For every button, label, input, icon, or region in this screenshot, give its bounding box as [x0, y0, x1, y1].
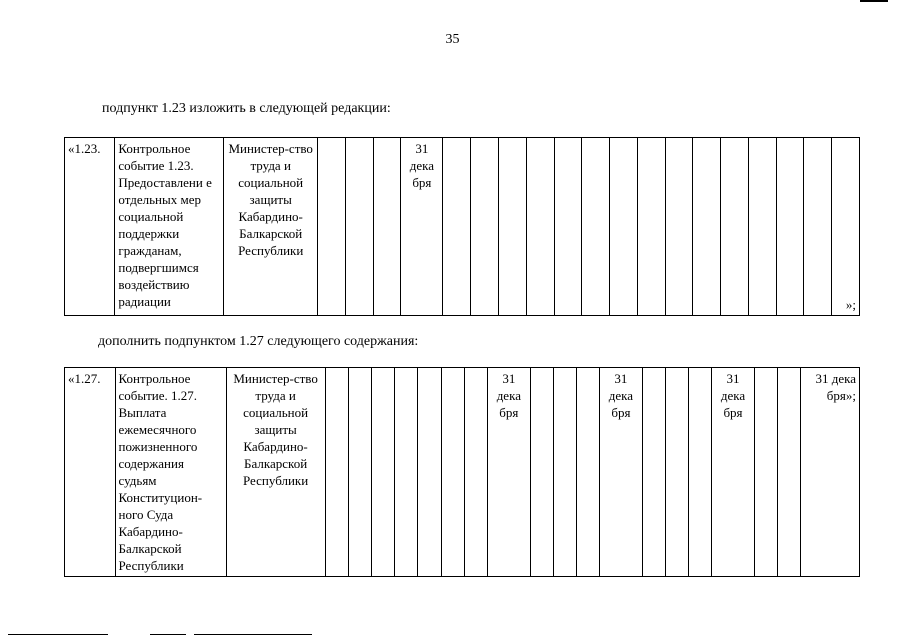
table-subpoint-1-27 — [64, 367, 860, 577]
empty-cell — [526, 138, 554, 316]
deadline-date-1: 31 дека бря — [488, 368, 530, 577]
footer-rule — [8, 634, 108, 635]
empty-cell — [317, 138, 345, 316]
empty-cell — [576, 368, 599, 577]
empty-cell — [498, 138, 526, 316]
section1-intro: подпункт 1.23 изложить в следующей редакции: — [102, 101, 391, 116]
empty-cell — [721, 138, 749, 316]
empty-cell — [748, 138, 776, 316]
row-number: «1.23. — [65, 138, 115, 316]
deadline-date-3: 31 дека бря — [712, 368, 754, 577]
deadline-date: 31 дека бря — [401, 138, 443, 316]
control-event-description: Контрольное событие 1.23. Предоставлени е отдельных мер социальной поддержки гражданам, подвергшимся воздействию радиации — [115, 138, 224, 316]
empty-cell — [395, 368, 418, 577]
empty-cell — [637, 138, 665, 316]
empty-cell — [373, 138, 401, 316]
empty-cell — [471, 138, 499, 316]
footer-rule — [150, 634, 186, 635]
empty-cell — [693, 138, 721, 316]
empty-cell — [443, 138, 471, 316]
empty-cell — [464, 368, 487, 577]
control-event-description: Контрольное событие. 1.27. Выплата ежемесячного пожизненного содержания судьям Конституцион-ного Суда Кабардино-Балкарской Республики — [115, 368, 226, 577]
empty-cell — [441, 368, 464, 577]
footer-rule — [194, 634, 312, 635]
table-row — [65, 368, 860, 577]
table-subpoint-1-23 — [64, 137, 860, 316]
deadline-date-4: 31 дека бря»; — [801, 368, 860, 577]
empty-cell — [372, 368, 395, 577]
empty-cell — [777, 368, 800, 577]
deadline-date-2: 31 дека бря — [600, 368, 642, 577]
empty-cell — [754, 368, 777, 577]
empty-cell — [689, 368, 712, 577]
empty-cell — [530, 368, 553, 577]
row-number: «1.27. — [65, 368, 116, 577]
empty-cell — [665, 368, 688, 577]
empty-cell — [345, 138, 373, 316]
empty-cell — [325, 368, 348, 577]
empty-cell — [553, 368, 576, 577]
section2-intro: дополнить подпунктом 1.27 следующего содержания: — [98, 334, 419, 349]
table-row — [65, 138, 860, 316]
empty-cell — [582, 138, 610, 316]
empty-cell — [348, 368, 371, 577]
empty-cell — [418, 368, 441, 577]
top-rule — [860, 0, 888, 2]
empty-cell — [554, 138, 582, 316]
empty-cell — [665, 138, 693, 316]
empty-cell — [642, 368, 665, 577]
closing-quote: »; — [832, 138, 860, 316]
empty-cell — [804, 138, 832, 316]
responsible-organization: Министер-ство труда и социальной защиты Кабардино-Балкарской Республики — [224, 138, 318, 316]
responsible-organization: Министер-ство труда и социальной защиты Кабардино-Балкарской Республики — [226, 368, 325, 577]
empty-cell — [776, 138, 804, 316]
empty-cell — [610, 138, 638, 316]
page-number: 35 — [445, 32, 460, 47]
